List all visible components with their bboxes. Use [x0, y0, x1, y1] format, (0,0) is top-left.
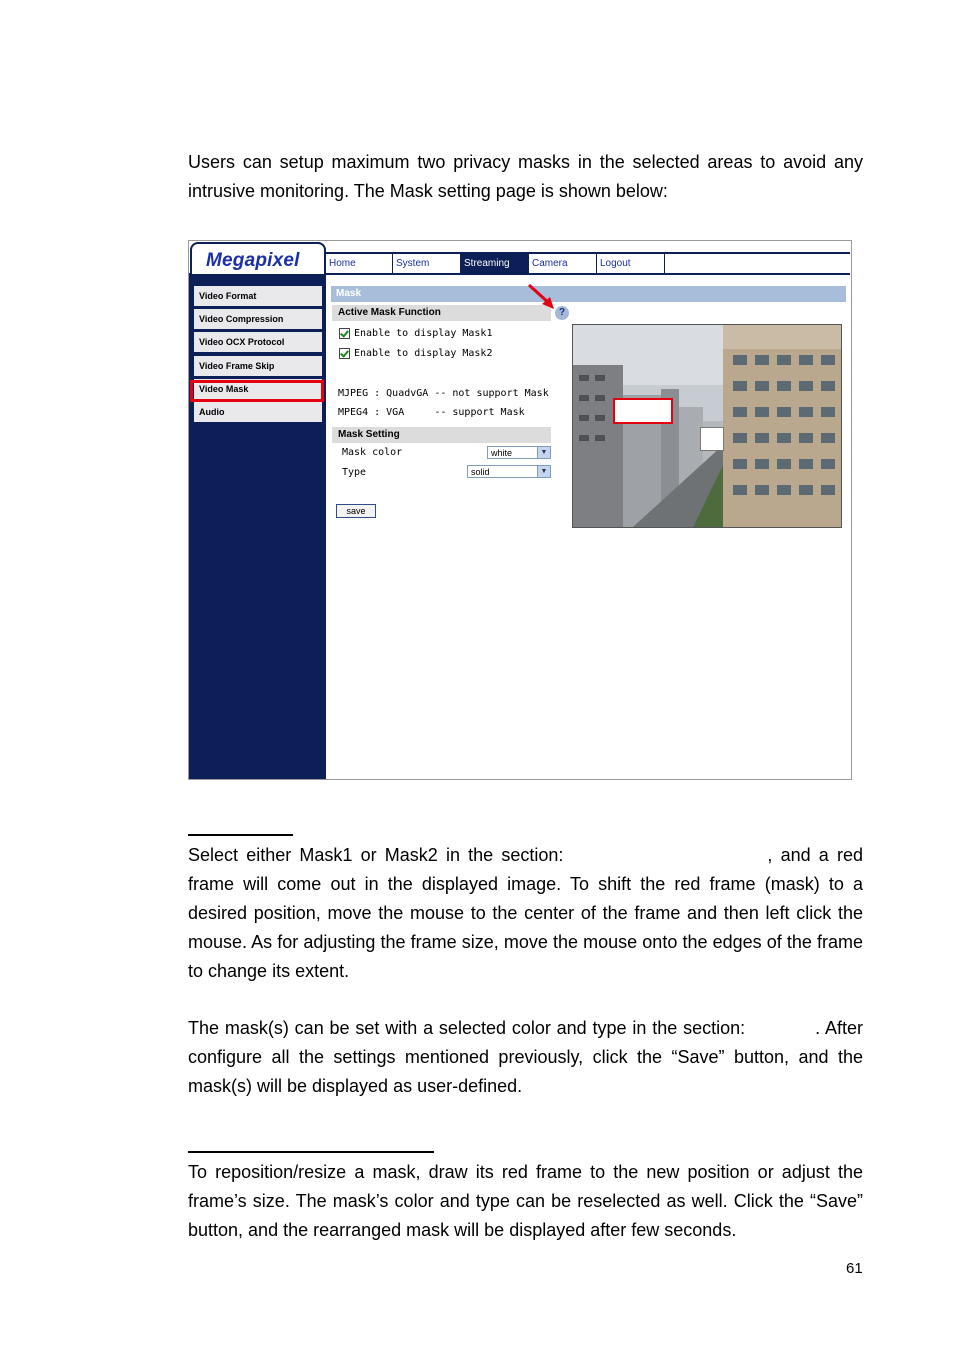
mask-setting-header: Mask Setting — [332, 427, 551, 443]
mask-color-select[interactable] — [487, 446, 551, 459]
mask1-red-frame[interactable] — [613, 398, 673, 424]
intro-paragraph: Users can setup maximum two privacy masks in the selected areas to avoid any intrusive monitoring. The Mask setting page is shown below: — [188, 152, 863, 201]
sidebar-item-video-compression[interactable]: Video Compression — [194, 309, 322, 329]
mask1-label: Enable to display Mask1 — [354, 328, 493, 339]
nav-streaming[interactable]: Streaming — [461, 254, 529, 273]
top-nav-underline — [326, 273, 850, 275]
type-value: solid — [471, 467, 490, 477]
save-button[interactable]: save — [336, 504, 376, 518]
color-type-paragraph-rest: . After configure all the settings mentioned previously, click the “Save” button, and the mask(s) will be displayed as user-defined. — [188, 1018, 863, 1096]
setup-paragraph-lead: Select either Mask1 or Mask2 in the section: — [188, 845, 564, 865]
sidebar-item-audio[interactable]: Audio — [194, 402, 322, 422]
color-type-paragraph-lead: The mask(s) can be set with a selected color and type in the section: — [188, 1018, 746, 1038]
video-mask-highlight — [190, 380, 324, 402]
nav-logout[interactable]: Logout — [597, 254, 665, 273]
help-icon[interactable]: ? — [555, 306, 569, 320]
sidebar-item-video-format[interactable]: Video Format — [194, 286, 322, 306]
mask-header: Mask — [331, 286, 846, 302]
logo: Megapixel — [206, 250, 300, 271]
section-rule-setup — [188, 834, 293, 836]
mpeg4-note: MPEG4 : VGA -- support Mask — [338, 407, 525, 418]
sidebar-item-video-frame-skip[interactable]: Video Frame Skip — [194, 356, 322, 376]
type-select[interactable] — [467, 465, 551, 478]
mask-color-value: white — [491, 448, 513, 458]
sidebar-item-video-mask[interactable]: Video Mask — [194, 379, 322, 399]
mask2-frame[interactable] — [700, 427, 724, 451]
logo-tab — [190, 242, 326, 274]
sidebar-item-video-ocx-protocol[interactable]: Video OCX Protocol — [194, 332, 322, 352]
nav-home[interactable]: Home — [326, 254, 393, 273]
nav-camera[interactable]: Camera — [529, 254, 597, 273]
section-rule-reposition — [188, 1151, 434, 1153]
mask2-label: Enable to display Mask2 — [354, 348, 493, 359]
mask-color-label: Mask color — [342, 447, 403, 458]
setup-paragraph-rest: , and a red frame will come out in the displayed image. To shift the red frame (mask) to a desired position, move the mouse to the center of the frame and then left click the mouse. As for adjusting the frame size, move the mouse onto the edges of the frame to change its extent. — [188, 845, 863, 981]
camera-video-image — [572, 324, 842, 528]
mask2-checkbox[interactable] — [339, 348, 350, 359]
nav-system[interactable]: System — [393, 254, 461, 273]
reposition-paragraph: To reposition/resize a mask, draw its red frame to the new position or adjust the frame’s size. The mask’s color and type can be reselected as well. Click the “Save” button, and the rearranged mask will be displayed after few seconds. — [188, 1162, 863, 1240]
red-arrow-icon — [526, 282, 558, 312]
color-type-paragraph — [188, 1014, 863, 1101]
page-number: 61 — [846, 1260, 863, 1277]
mask1-checkbox[interactable] — [339, 328, 350, 339]
chevron-down-icon: ▼ — [537, 447, 550, 458]
type-label: Type — [342, 467, 367, 478]
mjpeg-note: MJPEG : QuadvGA -- not support Mask — [338, 388, 549, 399]
active-mask-header: Active Mask Function — [332, 305, 551, 321]
mask-settings-screenshot — [188, 240, 852, 780]
setup-paragraph — [188, 841, 863, 986]
chevron-down-icon: ▼ — [537, 466, 550, 477]
